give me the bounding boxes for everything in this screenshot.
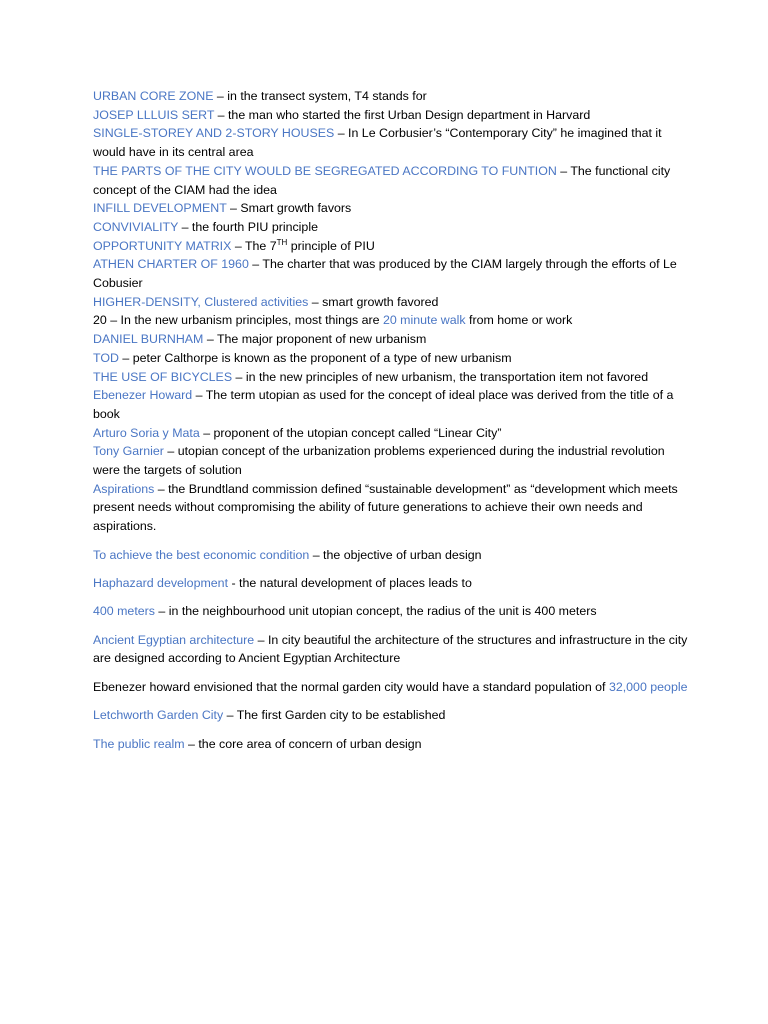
term: JOSEP LLLUIS SERT bbox=[93, 107, 215, 122]
entry-single-storey-houses bbox=[93, 124, 688, 161]
term: THE USE OF BICYCLES bbox=[93, 369, 233, 384]
term: Ebenezer Howard bbox=[93, 388, 193, 403]
term: URBAN CORE ZONE bbox=[93, 89, 214, 103]
term: 32,000 people bbox=[608, 679, 688, 694]
term: TOD bbox=[93, 350, 119, 365]
entry-josep-sert bbox=[93, 106, 688, 125]
term: 400 meters bbox=[93, 604, 155, 619]
definition: – smart growth favored bbox=[308, 294, 439, 309]
definition: – The 7 bbox=[231, 238, 277, 253]
definition: – the Brundtland commission defined “sustainable development” as “development which meets present needs without compromising the ability of future generations to achieve their own needs and aspirations. bbox=[93, 481, 678, 534]
term: 20 minute walk bbox=[382, 313, 466, 328]
term: OPPORTUNITY MATRIX bbox=[93, 238, 232, 253]
definition: Ebenezer howard envisioned that the normal garden city would have a standard population of bbox=[93, 679, 609, 694]
definition: - the natural development of places leads to bbox=[228, 575, 472, 590]
definition: – utopian concept of the urbanization problems experienced during the industrial revolution were the targets of solution bbox=[93, 444, 665, 478]
definition: principle of PIU bbox=[287, 238, 375, 253]
entry-tony-garnier bbox=[93, 442, 688, 479]
definition: – Smart growth favors bbox=[226, 201, 352, 216]
term: Letchworth Garden City bbox=[93, 708, 224, 723]
term: HIGHER-DENSITY, Clustered activities bbox=[93, 294, 309, 309]
entry-daniel-burnham bbox=[93, 330, 688, 349]
definition: – The charter that was produced by the CIAM largely through the efforts of Le Cobusier bbox=[93, 257, 677, 291]
term: SINGLE-STOREY AND 2-STORY HOUSES bbox=[93, 126, 335, 141]
definition: – In Le Corbusier’s “Contemporary City” he imagined that it would have in its central area bbox=[93, 126, 662, 160]
entry-tod bbox=[93, 349, 688, 368]
term: DANIEL BURNHAM bbox=[93, 332, 204, 347]
entry-infill-development bbox=[93, 199, 688, 218]
definition: – proponent of the utopian concept called “Linear City” bbox=[199, 425, 502, 440]
entry-opportunity-matrix bbox=[93, 237, 688, 256]
entry-higher-density bbox=[93, 293, 688, 312]
definition: – The functional city concept of the CIAM had the idea bbox=[93, 163, 671, 197]
entry-ebenezer-howard bbox=[93, 386, 688, 423]
entry-segregated-function bbox=[93, 162, 688, 199]
definition: 20 – In the new urbanism principles, most things are bbox=[93, 313, 383, 328]
entry-garden-city-population bbox=[93, 678, 688, 697]
term: INFILL DEVELOPMENT bbox=[93, 201, 227, 216]
term: Ancient Egyptian architecture bbox=[93, 632, 255, 647]
definition: – The major proponent of new urbanism bbox=[203, 332, 427, 347]
entry-arturo-soria bbox=[93, 424, 688, 443]
entry-haphazard-development bbox=[93, 574, 688, 593]
superscript: TH bbox=[276, 237, 288, 247]
entry-athen-charter bbox=[93, 255, 688, 292]
definition: from home or work bbox=[465, 313, 573, 328]
term: Tony Garnier bbox=[93, 444, 164, 459]
definition: – in the neighbourhood unit utopian concept, the radius of the unit is 400 meters bbox=[154, 604, 597, 619]
entry-ancient-egyptian bbox=[93, 631, 688, 668]
definition: – the core area of concern of urban design bbox=[184, 736, 422, 751]
term: ATHEN CHARTER OF 1960 bbox=[93, 257, 249, 272]
definition: – In city beautiful the architecture of the structures and infrastructure in the city are designed according to Ancient Egyptian Architecture bbox=[93, 632, 688, 666]
definition: – peter Calthorpe is known as the proponent of a type of new urbanism bbox=[118, 350, 512, 365]
term: Arturo Soria y Mata bbox=[93, 425, 200, 440]
term: To achieve the best economic condition bbox=[93, 547, 310, 562]
entry-economic-condition bbox=[93, 546, 688, 565]
definition: – The term utopian as used for the concept of ideal place was derived from the title of a book bbox=[93, 388, 674, 421]
entry-letchworth bbox=[93, 706, 688, 725]
term: Aspirations bbox=[93, 481, 155, 496]
definition: – in the transect system, T4 stands for bbox=[213, 89, 427, 103]
definition: – the objective of urban design bbox=[309, 547, 482, 562]
entry-aspirations bbox=[93, 480, 688, 536]
entry-use-of-bicycles bbox=[93, 368, 688, 387]
term: The public realm bbox=[93, 736, 185, 751]
term: THE PARTS OF THE CITY WOULD BE SEGREGATED ACCORDING TO FUNTION bbox=[93, 163, 557, 178]
entry-400-meters bbox=[93, 602, 688, 621]
entry-conviviality bbox=[93, 218, 688, 237]
definition: – The first Garden city to be established bbox=[223, 708, 446, 723]
entry-20-minute-walk bbox=[93, 311, 688, 330]
definition: – the fourth PIU principle bbox=[178, 219, 318, 234]
definition: – the man who started the first Urban Design department in Harvard bbox=[214, 107, 591, 122]
entry-urban-core-zone bbox=[93, 87, 688, 106]
term: Haphazard development bbox=[93, 575, 229, 590]
entry-public-realm bbox=[93, 735, 688, 754]
definition: – in the new principles of new urbanism, the transportation item not favored bbox=[232, 369, 649, 384]
term: CONVIVIALITY bbox=[93, 219, 179, 234]
